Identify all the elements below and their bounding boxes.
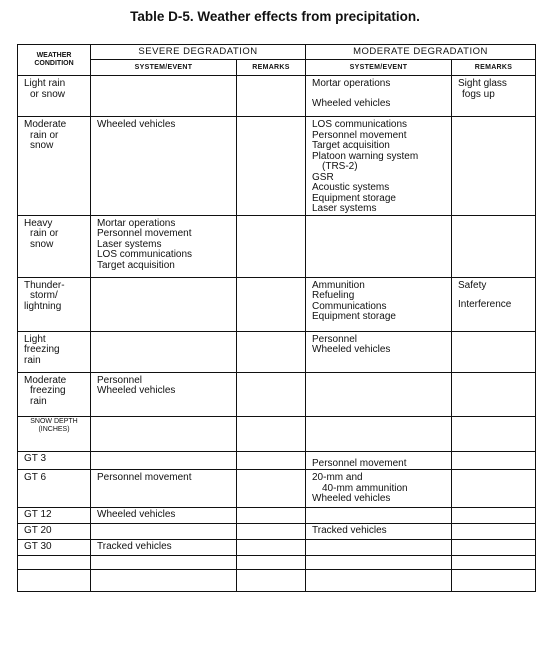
condition-cell — [18, 331, 91, 372]
severe-system-cell — [91, 570, 237, 592]
list-item: 20-mm and — [312, 472, 363, 483]
moderate-degradation-header: MODERATE DEGRADATION — [306, 45, 536, 60]
list-item: Laser systems — [312, 203, 377, 214]
moderate-system-cell — [306, 372, 452, 416]
list-item: Ammunition — [312, 279, 365, 291]
table-row — [18, 372, 536, 416]
severe-remarks-cell — [237, 508, 306, 524]
severe-remarks-cell — [237, 277, 306, 331]
list-item: Target acquisition — [97, 259, 175, 271]
list-item: Personnel movement — [312, 457, 407, 469]
list-item: Mortar operations — [97, 217, 176, 229]
table-row — [18, 277, 536, 331]
snow-depth-header — [18, 416, 91, 451]
severe-system-cell — [91, 556, 237, 570]
inches-header-line: (INCHES) — [38, 425, 70, 433]
list-item: Equipment storage — [312, 311, 396, 322]
condition-line: rain — [24, 354, 41, 366]
remark-line: Interference — [458, 299, 512, 310]
depth-header-line: DEPTH — [54, 417, 78, 425]
moderate-remarks-cell — [452, 331, 536, 372]
list-item: Personnel movement — [97, 228, 192, 239]
condition-cell: GT 12 — [18, 508, 91, 524]
page-title: Table D-5. Weather effects from precipitation. — [130, 9, 420, 24]
moderate-system-cell — [306, 570, 452, 592]
condition-cell — [18, 372, 91, 416]
moderate-remarks-cell — [452, 76, 536, 117]
moderate-remarks-cell — [452, 117, 536, 216]
condition-line: snow — [30, 238, 54, 250]
moderate-remarks-cell — [452, 372, 536, 416]
weather-effects-table — [17, 44, 536, 592]
list-item: Platoon warning system — [312, 150, 419, 162]
table-row — [18, 416, 536, 451]
severe-remarks-cell — [237, 570, 306, 592]
condition-cell — [18, 215, 91, 277]
condition-line: rain — [30, 395, 47, 407]
severe-system-cell — [91, 372, 237, 416]
condition-cell — [18, 117, 91, 216]
list-item: Tracked vehicles — [312, 525, 387, 536]
list-item: Wheeled vehicles — [97, 509, 176, 520]
list-item: Wheeled vehicles — [312, 493, 391, 504]
remark-line: fogs up — [462, 88, 495, 100]
remark-line: Safety — [458, 279, 487, 291]
condition-line: freezing — [30, 385, 66, 396]
severe-system-cell — [91, 416, 237, 451]
severe-system-cell — [91, 470, 237, 508]
moderate-remarks-cell — [452, 556, 536, 570]
list-item: Personnel movement — [312, 129, 407, 141]
list-item: (TRS-2) — [322, 161, 358, 172]
list-item: Wheeled vehicles — [312, 344, 391, 355]
condition-line: Moderate — [24, 374, 67, 386]
moderate-remarks-cell — [452, 451, 536, 470]
list-item: Laser systems — [97, 238, 162, 250]
moderate-remarks-cell — [452, 570, 536, 592]
condition-cell: GT 30 — [18, 540, 91, 556]
severe-system-cell — [91, 117, 237, 216]
list-item: Wheeled vehicles — [97, 119, 176, 130]
weather-condition-header — [18, 45, 91, 76]
moderate-system-cell — [306, 524, 452, 540]
moderate-remarks-cell — [452, 508, 536, 524]
table-row — [18, 117, 536, 216]
severe-remarks-cell — [237, 215, 306, 277]
list-item: Mortar operations — [312, 78, 391, 89]
weather-header-line: WEATHER — [36, 52, 72, 59]
severe-system-cell — [91, 277, 237, 331]
remark-line: Sight glass — [458, 78, 507, 89]
severe-remarks-cell — [237, 540, 306, 556]
condition-header-line: CONDITION — [34, 60, 74, 67]
condition-line: Light — [24, 333, 46, 345]
severe-remarks-cell — [237, 76, 306, 117]
list-item: Tracked vehicles — [97, 541, 172, 552]
severe-remarks-cell — [237, 117, 306, 216]
condition-line: freezing — [24, 344, 60, 355]
moderate-system-cell — [306, 540, 452, 556]
condition-cell — [18, 76, 91, 117]
condition-line: Moderate — [24, 119, 67, 130]
severe-remarks-cell — [237, 372, 306, 416]
severe-system-cell — [91, 331, 237, 372]
severe-remarks-cell — [237, 524, 306, 540]
list-item: Refueling — [312, 290, 355, 301]
condition-cell: GT 6 — [18, 470, 91, 508]
table-row — [18, 540, 536, 556]
list-item: Wheeled vehicles — [312, 97, 391, 109]
list-item: GSR — [312, 171, 334, 183]
table-row — [18, 524, 536, 540]
severe-system-cell — [91, 540, 237, 556]
severe-degradation-header: SEVERE DEGRADATION — [91, 45, 306, 60]
severe-remarks-cell — [237, 470, 306, 508]
moderate-system-cell — [306, 76, 452, 117]
moderate-system-cell — [306, 451, 452, 470]
severe-remarks-cell — [237, 331, 306, 372]
severe-system-event-header: SYSTEM/EVENT — [91, 59, 237, 76]
severe-system-cell — [91, 451, 237, 470]
severe-system-cell — [91, 76, 237, 117]
moderate-system-cell — [306, 470, 452, 508]
moderate-system-cell — [306, 277, 452, 331]
condition-line: rain or — [30, 228, 59, 239]
condition-cell — [18, 570, 91, 592]
moderate-remarks-cell — [452, 540, 536, 556]
table-row — [18, 451, 536, 470]
moderate-remarks-cell — [452, 215, 536, 277]
condition-line: snow — [30, 140, 54, 151]
moderate-system-cell — [306, 416, 452, 451]
moderate-system-cell — [306, 508, 452, 524]
condition-line: or snow — [30, 88, 66, 100]
condition-cell — [18, 277, 91, 331]
table-row — [18, 470, 536, 508]
severe-system-cell — [91, 215, 237, 277]
list-item: Personnel — [312, 333, 358, 345]
moderate-remarks-cell — [452, 277, 536, 331]
moderate-remarks-header: REMARKS — [452, 59, 536, 76]
moderate-system-event-header: SYSTEM/EVENT — [306, 59, 452, 76]
severe-system-cell — [91, 524, 237, 540]
table-row — [18, 508, 536, 524]
table-row — [18, 556, 536, 570]
list-item: Equipment storage — [312, 192, 396, 204]
condition-line: lightning — [24, 300, 62, 312]
table-row — [18, 331, 536, 372]
snow-header-line: SNOW — [30, 417, 53, 425]
moderate-system-cell — [306, 117, 452, 216]
list-item: Personnel — [97, 374, 143, 386]
condition-line: Light rain — [24, 78, 66, 89]
severe-remarks-cell — [237, 451, 306, 470]
list-item: Wheeled vehicles — [97, 385, 176, 396]
moderate-remarks-cell — [452, 470, 536, 508]
condition-line: rain or — [30, 129, 59, 141]
moderate-remarks-cell — [452, 416, 536, 451]
list-item: LOS communications — [312, 119, 408, 130]
list-item: Personnel movement — [97, 472, 192, 483]
moderate-system-cell — [306, 556, 452, 570]
list-item: LOS communications — [97, 249, 193, 260]
moderate-system-cell — [306, 215, 452, 277]
condition-line: storm/ — [30, 290, 58, 301]
list-item: Acoustic systems — [312, 182, 390, 193]
table-row — [18, 76, 536, 117]
moderate-system-cell — [306, 331, 452, 372]
condition-cell: GT 3 — [18, 451, 91, 470]
severe-remarks-cell — [237, 416, 306, 451]
list-item: Communications — [312, 300, 387, 312]
condition-cell — [18, 556, 91, 570]
condition-line: Heavy — [24, 217, 53, 229]
list-item: Target acquisition — [312, 140, 390, 151]
table-row — [18, 215, 536, 277]
table-row — [18, 570, 536, 592]
severe-remarks-header: REMARKS — [237, 59, 306, 76]
list-item: 40-mm ammunition — [322, 482, 408, 494]
moderate-remarks-cell — [452, 524, 536, 540]
severe-system-cell — [91, 508, 237, 524]
condition-line: Thunder- — [24, 279, 65, 291]
condition-cell: GT 20 — [18, 524, 91, 540]
severe-remarks-cell — [237, 556, 306, 570]
